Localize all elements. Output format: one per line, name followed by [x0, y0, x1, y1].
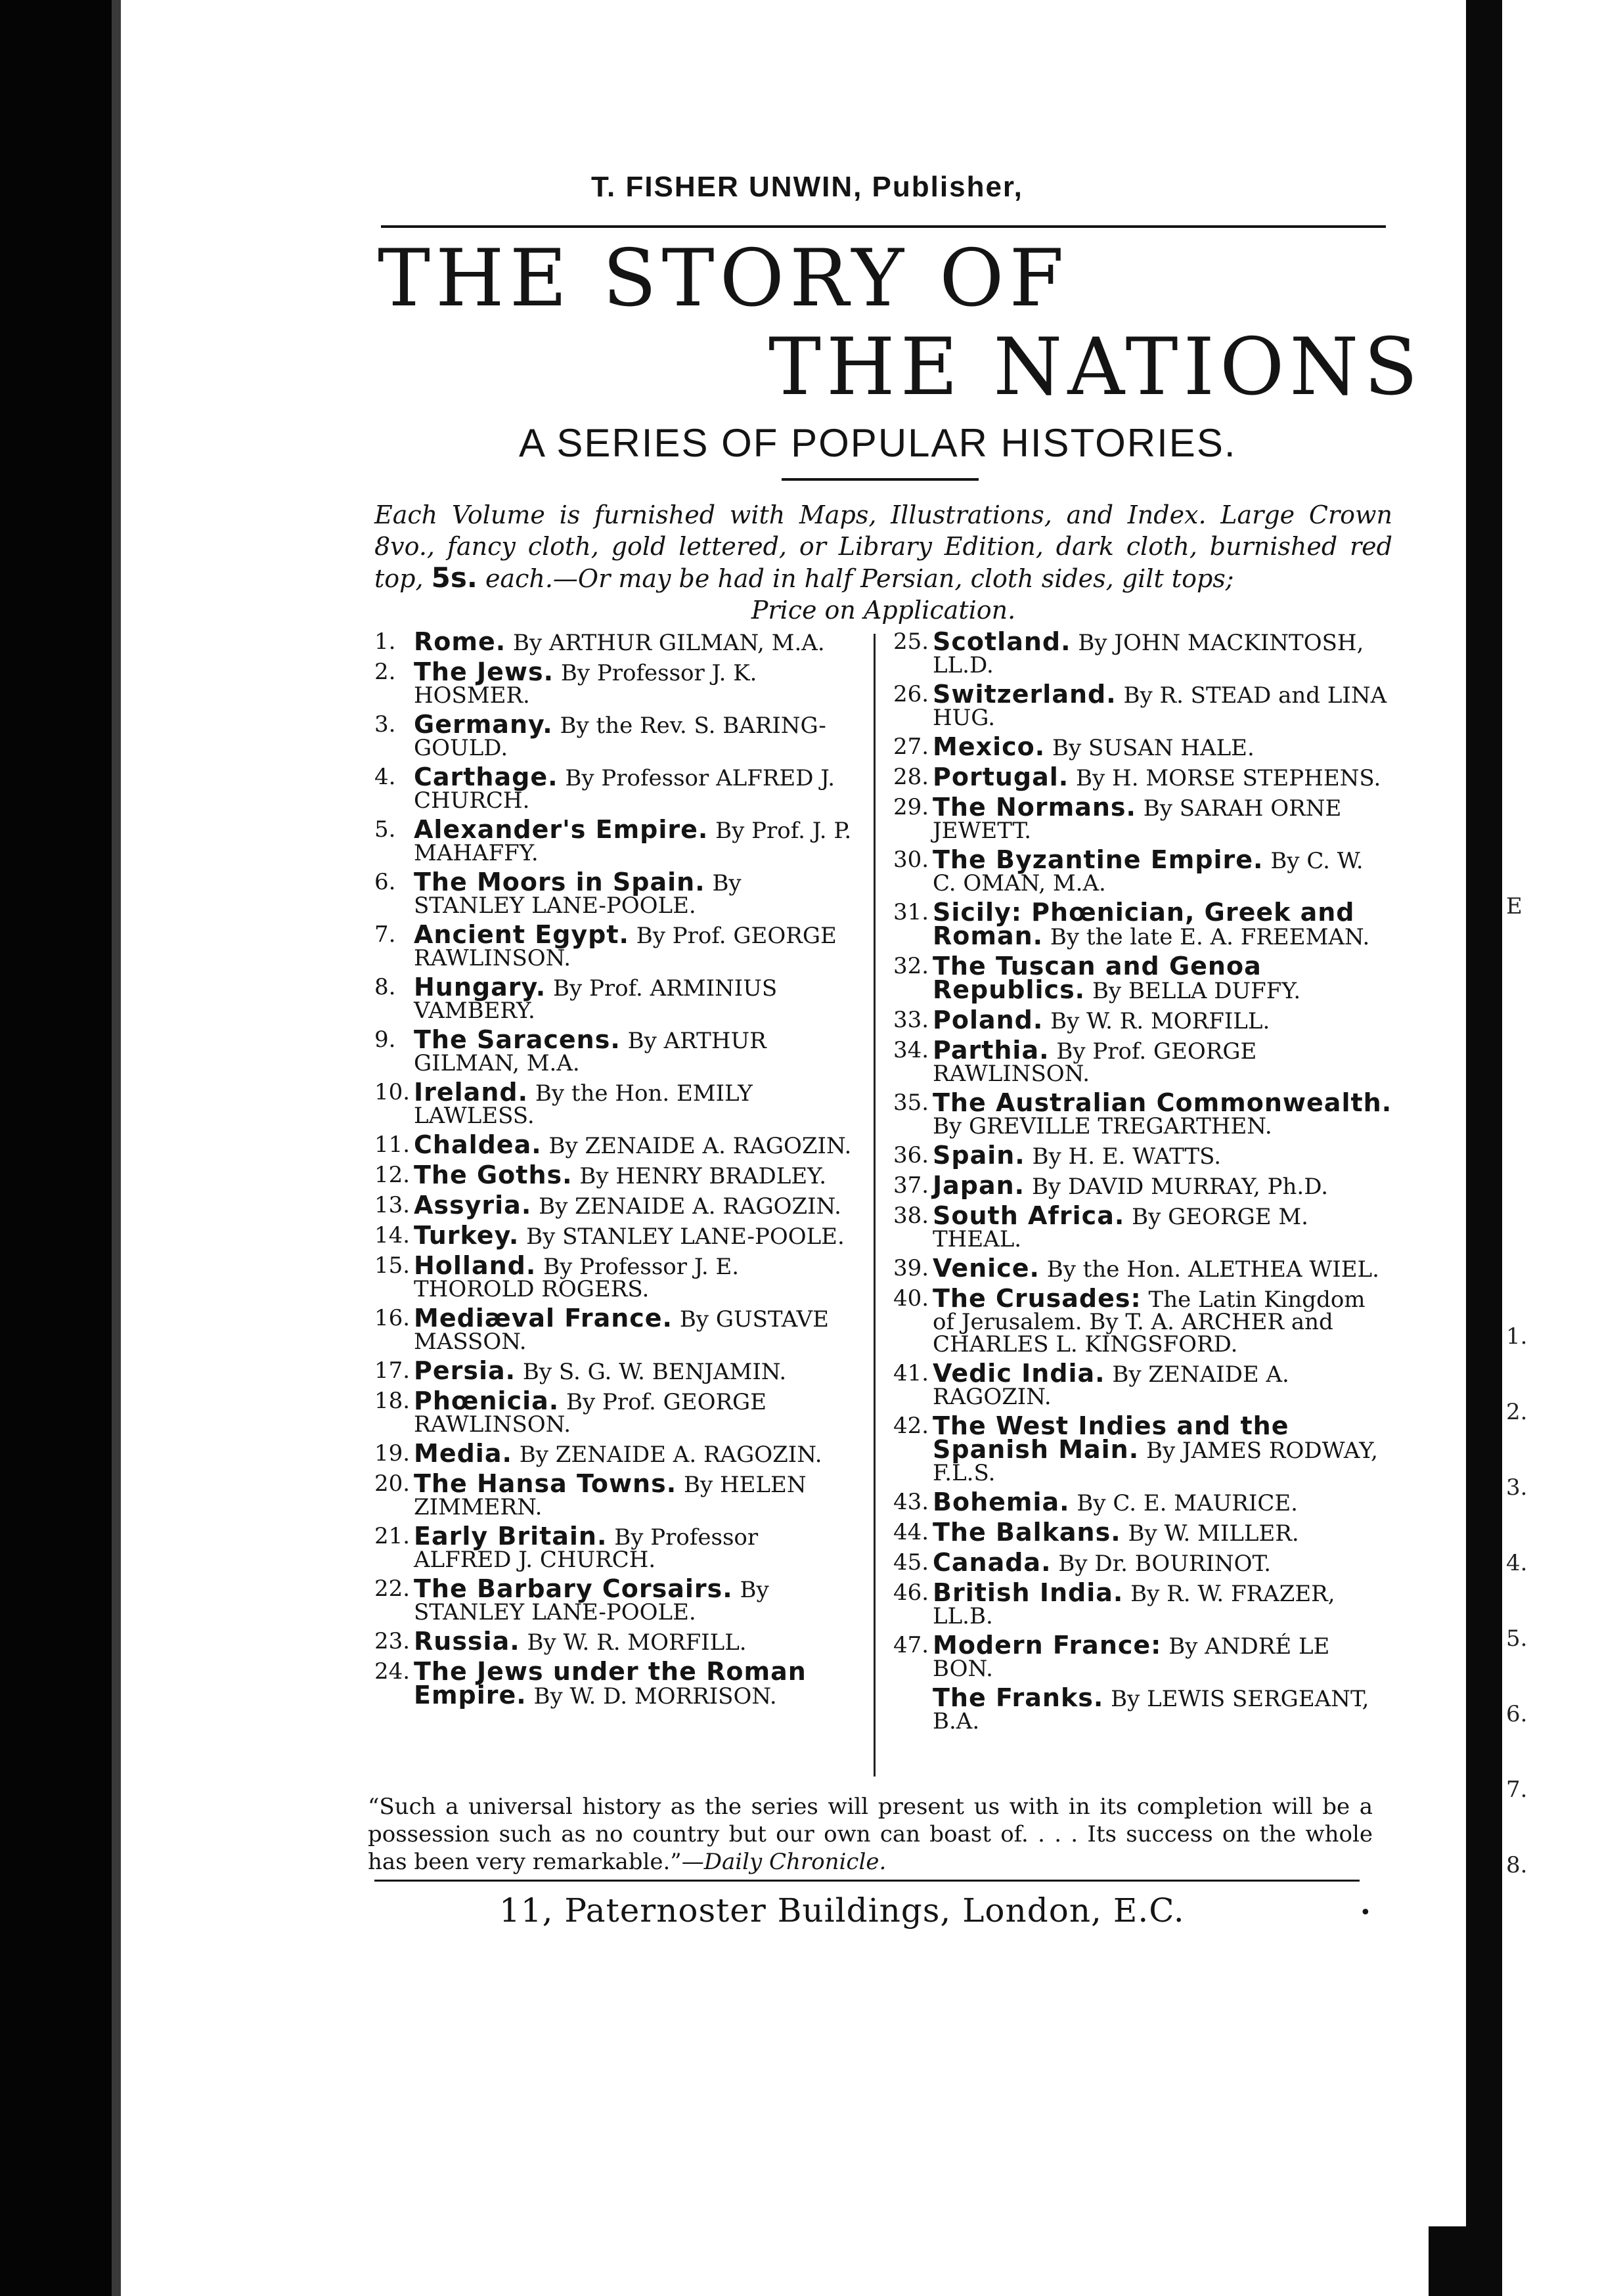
list-item: [374, 657, 854, 709]
volume-author: By Professor J. E. THOROLD ROGERS.: [414, 1254, 740, 1302]
volume-number: 29.: [893, 794, 929, 820]
volume-author: By JAMES RODWAY, F.L.S.: [933, 1438, 1378, 1486]
volume-author: By Professor ALFRED J. CHURCH.: [414, 765, 835, 814]
list-item: [374, 1439, 854, 1468]
volume-number: 41.: [893, 1360, 929, 1386]
volume-author: By Prof. ARMINIUS VAMBERY.: [414, 975, 778, 1024]
volume-title: Russia.: [414, 1627, 520, 1656]
volume-author: By Prof. GEORGE RAWLINSON.: [414, 1389, 767, 1438]
volume-number: 28.: [893, 764, 929, 790]
volume-title: Persia.: [414, 1356, 516, 1385]
volume-author: By Professor ALFRED J. CHURCH.: [414, 1524, 759, 1573]
volume-author: The Latin Kingdom of Jerusalem. By T. A. ARCHER and CHARLES L. KINGSFORD.: [933, 1287, 1366, 1358]
volume-title: Chaldea.: [414, 1130, 542, 1159]
volume-title: The Jews.: [414, 657, 554, 686]
volume-author: By STANLEY LANE-POOLE.: [526, 1224, 845, 1250]
volume-title: Ireland.: [414, 1078, 529, 1107]
list-item: [893, 1683, 1392, 1734]
list-item: [893, 1488, 1392, 1516]
list-item: [893, 1088, 1392, 1139]
volume-title: The Crusades:: [933, 1284, 1142, 1313]
volume-author: By ZENAIDE A. RAGOZIN.: [519, 1442, 822, 1468]
list-item: [374, 762, 854, 814]
facing-page-number: 6.: [1506, 1701, 1528, 1727]
volume-author: By H. E. WATTS.: [1032, 1143, 1222, 1170]
volume-number: 30.: [893, 847, 929, 873]
volume-number: 12.: [374, 1162, 411, 1188]
volume-author: By ANDRÉ LE BON.: [933, 1633, 1330, 1682]
volume-author: By GREVILLE TREGARTHEN.: [933, 1113, 1272, 1139]
volume-title: Ancient Egypt.: [414, 920, 629, 949]
volume-title: Carthage.: [414, 762, 558, 791]
volume-number: 47.: [893, 1632, 929, 1658]
list-item: [374, 1386, 854, 1438]
volume-author: By C. E. MAURICE.: [1077, 1490, 1298, 1516]
volume-author: By Prof. GEORGE RAWLINSON.: [414, 923, 837, 971]
volume-title: Hungary.: [414, 973, 546, 1002]
volume-author: By HELEN ZIMMERN.: [414, 1472, 807, 1520]
volume-title: Vedic India.: [933, 1359, 1105, 1388]
volume-number: 1.: [374, 629, 396, 655]
list-item: [893, 1631, 1392, 1682]
page-corner-shadow: [1429, 2226, 1468, 2296]
volume-title: The West Indies and the Spanish Main.: [933, 1411, 1289, 1464]
volume-title: The Jews under the Roman Empire.: [414, 1657, 807, 1710]
volume-number: 16.: [374, 1305, 411, 1331]
list-item: [893, 1359, 1392, 1410]
volume-title: Scotland.: [933, 627, 1071, 656]
volume-title: The Moors in Spain.: [414, 868, 705, 896]
volume-author: By S. G. W. BENJAMIN.: [522, 1359, 787, 1385]
volume-title: Canada.: [933, 1548, 1052, 1577]
volume-author: By GUSTAVE MASSON.: [414, 1306, 829, 1355]
volume-number: 3.: [374, 711, 396, 738]
intro-text: Each Volume is furnished with Maps, Illustrations, and Index. Large Crown 8vo., fancy cloth, gold lettered, or Library Edition, dark cloth, burnished red top,: [374, 500, 1392, 593]
subtitle-rule: [782, 478, 979, 481]
list-item: [893, 762, 1392, 791]
volume-number: 6.: [374, 869, 396, 895]
facing-page-number: 1.: [1506, 1323, 1528, 1350]
volume-number: 20.: [374, 1470, 411, 1497]
volume-author: By the Hon. ALETHEA WIEL.: [1046, 1256, 1379, 1283]
volume-title: The Tuscan and Genoa Republics.: [933, 952, 1262, 1004]
volume-number: 43.: [893, 1489, 929, 1515]
volume-number: 8.: [374, 974, 396, 1000]
volume-title: Bohemia.: [933, 1488, 1070, 1516]
list-item: [893, 1518, 1392, 1547]
volume-author: By ZENAIDE A. RAGOZIN.: [548, 1133, 852, 1159]
volume-number: 14.: [374, 1222, 411, 1248]
list-item: [374, 868, 854, 919]
volume-number: 13.: [374, 1192, 411, 1218]
volume-title: Modern France:: [933, 1631, 1162, 1660]
list-item: [893, 793, 1392, 844]
facing-page-letter: E: [1506, 893, 1522, 919]
volume-title: Venice.: [933, 1254, 1040, 1283]
list-item: [893, 1254, 1392, 1283]
volume-author: By R. STEAD and LINA HUG.: [933, 682, 1387, 731]
volume-number: 7.: [374, 921, 396, 948]
volume-title: The Hansa Towns.: [414, 1469, 677, 1498]
volume-number: 32.: [893, 953, 929, 979]
volume-title: The Balkans.: [933, 1518, 1121, 1547]
list-item: [374, 1221, 854, 1250]
volume-title: Poland.: [933, 1005, 1044, 1034]
volume-author: By C. W. C. OMAN, M.A.: [933, 848, 1364, 896]
volume-title: Mexico.: [933, 732, 1046, 761]
volume-author: By Prof. GEORGE RAWLINSON.: [933, 1038, 1257, 1087]
quote-source: Daily Chronicle.: [703, 1849, 887, 1875]
list-item: [374, 1356, 854, 1385]
list-item: [374, 1160, 854, 1189]
volume-title: South Africa.: [933, 1201, 1125, 1230]
volume-number: 38.: [893, 1203, 929, 1229]
list-item: [374, 1522, 854, 1573]
volume-number: 22.: [374, 1576, 411, 1602]
volume-number: 31.: [893, 899, 929, 925]
volume-title: Phœnicia.: [414, 1386, 560, 1415]
facing-page-number: 5.: [1506, 1625, 1528, 1652]
volume-title: Media.: [414, 1439, 512, 1468]
list-item: [374, 815, 854, 866]
list-item: [893, 1578, 1392, 1629]
volume-author: By DAVID MURRAY, Ph.D.: [1031, 1174, 1329, 1200]
list-item: [893, 1036, 1392, 1087]
volume-title: Alexander's Empire.: [414, 815, 709, 844]
volume-author: By R. W. FRAZER, LL.B.: [933, 1581, 1335, 1629]
scan-left-edge: [0, 0, 112, 2296]
list-item: [893, 845, 1392, 896]
volume-author: By the Rev. S. BARING-GOULD.: [414, 713, 826, 761]
printer-mark: •: [1360, 1901, 1371, 1924]
volume-author: By SARAH ORNE JEWETT.: [933, 795, 1342, 844]
volume-author: By W. R. MORFILL.: [1050, 1008, 1270, 1034]
volume-number: 4.: [374, 764, 396, 790]
intro-text-cont: each.—Or may be had in half Persian, cloth sides, gilt tops;: [485, 564, 1234, 593]
list-item: [893, 1171, 1392, 1200]
price: 5s.: [431, 562, 478, 594]
volume-title: The Saracens.: [414, 1025, 621, 1054]
volume-number: 25.: [893, 629, 929, 655]
volume-author: By H. MORSE STEPHENS.: [1076, 765, 1381, 791]
list-item: [893, 1005, 1392, 1034]
list-item: [374, 973, 854, 1024]
volume-author: By SUSAN HALE.: [1052, 735, 1255, 761]
volume-author: By GEORGE M. THEAL.: [933, 1204, 1308, 1252]
volume-author: By STANLEY LANE-POOLE.: [414, 870, 742, 919]
volume-number: 40.: [893, 1285, 929, 1312]
volume-number: 39.: [893, 1255, 929, 1281]
list-item: [374, 1304, 854, 1355]
volume-number: 5.: [374, 816, 396, 843]
list-item: [893, 1201, 1392, 1252]
review-quote: [368, 1793, 1373, 1876]
facing-page-number: 8.: [1506, 1852, 1528, 1878]
volume-author: By STANLEY LANE-POOLE.: [414, 1577, 769, 1625]
footer-rule: [374, 1880, 1360, 1882]
volume-title: Spain.: [933, 1141, 1025, 1170]
volume-number: 26.: [893, 681, 929, 707]
volume-title: Japan.: [933, 1171, 1025, 1200]
facing-page-number: 3.: [1506, 1474, 1528, 1501]
title-line-1: THE STORY OF: [378, 233, 1069, 324]
volume-number: 15.: [374, 1252, 411, 1279]
list-item: [893, 898, 1392, 950]
volume-title: Holland.: [414, 1251, 537, 1280]
volume-number: 45.: [893, 1549, 929, 1576]
volume-title: Turkey.: [414, 1221, 520, 1250]
volume-title: Early Britain.: [414, 1522, 608, 1551]
volume-number: 10.: [374, 1079, 411, 1105]
volume-number: 35.: [893, 1090, 929, 1116]
list-item: [893, 1284, 1392, 1358]
publisher-address: 11, Paternoster Buildings, London, E.C.: [499, 1891, 1185, 1930]
list-item: [374, 627, 854, 656]
volume-author: By ZENAIDE A. RAGOZIN.: [539, 1193, 841, 1220]
volume-title: The Franks.: [933, 1683, 1104, 1712]
volume-author: By W. D. MORRISON.: [533, 1683, 777, 1710]
list-item: [893, 680, 1392, 731]
volume-author: By HENRY BRADLEY.: [579, 1163, 827, 1189]
volume-author: By LEWIS SERGEANT, B.A.: [933, 1686, 1369, 1734]
intro-paragraph: [374, 499, 1392, 626]
series-subtitle: A SERIES OF POPULAR HISTORIES.: [519, 421, 1237, 465]
list-item: [374, 1078, 854, 1129]
book-gutter: [1466, 0, 1502, 2296]
list-item: [374, 1191, 854, 1220]
publisher-line: T. FISHER UNWIN, Publisher,: [591, 171, 1023, 203]
list-item: [374, 1627, 854, 1656]
list-item: [893, 1141, 1392, 1170]
volume-author: By BELLA DUFFY.: [1092, 978, 1301, 1004]
volume-author: By ARTHUR GILMAN, M.A.: [512, 630, 825, 656]
facing-page-number: 4.: [1506, 1550, 1528, 1576]
volume-list-right: [893, 627, 1392, 1739]
list-item: [374, 920, 854, 971]
facing-page-number: 2.: [1506, 1399, 1528, 1425]
volume-author: By ARTHUR GILMAN, M.A.: [414, 1028, 767, 1076]
volume-number: 27.: [893, 734, 929, 760]
list-item: [374, 1657, 854, 1710]
volume-title: The Normans.: [933, 793, 1136, 822]
facing-page-number: 7.: [1506, 1777, 1528, 1803]
volume-number: 42.: [893, 1413, 929, 1439]
list-item: [374, 1025, 854, 1076]
volume-title: The Byzantine Empire.: [933, 845, 1264, 874]
list-item: [893, 952, 1392, 1004]
volume-number: 36.: [893, 1142, 929, 1168]
volume-author: By W. R. MORFILL.: [527, 1629, 747, 1656]
volume-number: 17.: [374, 1358, 411, 1384]
volume-title: The Goths.: [414, 1160, 573, 1189]
price-line: Price on Application.: [751, 596, 1016, 625]
volume-title: Switzerland.: [933, 680, 1117, 709]
volume-number: 23.: [374, 1628, 411, 1654]
volume-number: 44.: [893, 1519, 929, 1545]
volume-number: 11.: [374, 1132, 411, 1158]
volume-author: By the late E. A. FREEMAN.: [1050, 924, 1370, 950]
volume-title: The Australian Commonwealth.: [933, 1088, 1392, 1117]
volume-list-left: [374, 627, 854, 1714]
list-item: [374, 1130, 854, 1159]
volume-title: Portugal.: [933, 762, 1069, 791]
volume-number: 21.: [374, 1523, 411, 1549]
volume-number: 19.: [374, 1440, 411, 1467]
list-item: [374, 1469, 854, 1520]
volume-author: By the Hon. EMILY LAWLESS.: [414, 1080, 753, 1129]
volume-number: 2.: [374, 659, 396, 685]
volume-number: 9.: [374, 1027, 396, 1053]
volume-title: The Barbary Corsairs.: [414, 1574, 733, 1603]
volume-title: Rome.: [414, 627, 506, 656]
list-item: [893, 732, 1392, 761]
volume-number: 33.: [893, 1007, 929, 1033]
volume-author: By JOHN MACKINTOSH, LL.D.: [933, 630, 1364, 678]
volume-number: 46.: [893, 1579, 929, 1606]
volume-author: By ZENAIDE A. RAGOZIN.: [933, 1361, 1289, 1410]
volume-author: By W. MILLER.: [1128, 1520, 1299, 1547]
facing-page-fragment: [1502, 39, 1600, 2272]
volume-title: Parthia.: [933, 1036, 1050, 1065]
quote-text: “Such a universal history as the series will present us with in its completion will be a possession such as no country but our own can boast of. . . . Its success on the whole has been very remarkable.”—: [368, 1794, 1373, 1875]
volume-number: 37.: [893, 1172, 929, 1199]
list-item: [374, 710, 854, 761]
volume-author: By Professor J. K. HOSMER.: [414, 660, 757, 709]
volume-author: By Dr. BOURINOT.: [1058, 1551, 1272, 1577]
volume-number: 24.: [374, 1658, 411, 1685]
title-line-2: THE NATIONS: [768, 322, 1423, 413]
column-divider: [874, 634, 876, 1777]
list-item: [893, 1548, 1392, 1577]
list-item: [893, 627, 1392, 678]
list-item: [374, 1574, 854, 1625]
list-item: [893, 1411, 1392, 1486]
volume-title: Germany.: [414, 710, 553, 739]
scan-left-shadow: [112, 0, 121, 2296]
volume-title: Sicily: Phœnician, Greek and Roman.: [933, 898, 1355, 950]
volume-number: 18.: [374, 1388, 411, 1414]
volume-author: By Prof. J. P. MAHAFFY.: [414, 818, 852, 866]
volume-title: British India.: [933, 1578, 1124, 1607]
list-item: [374, 1251, 854, 1302]
volume-number: 34.: [893, 1037, 929, 1063]
volume-title: Assyria.: [414, 1191, 532, 1220]
volume-title: Mediæval France.: [414, 1304, 673, 1333]
header-rule: [381, 225, 1386, 228]
